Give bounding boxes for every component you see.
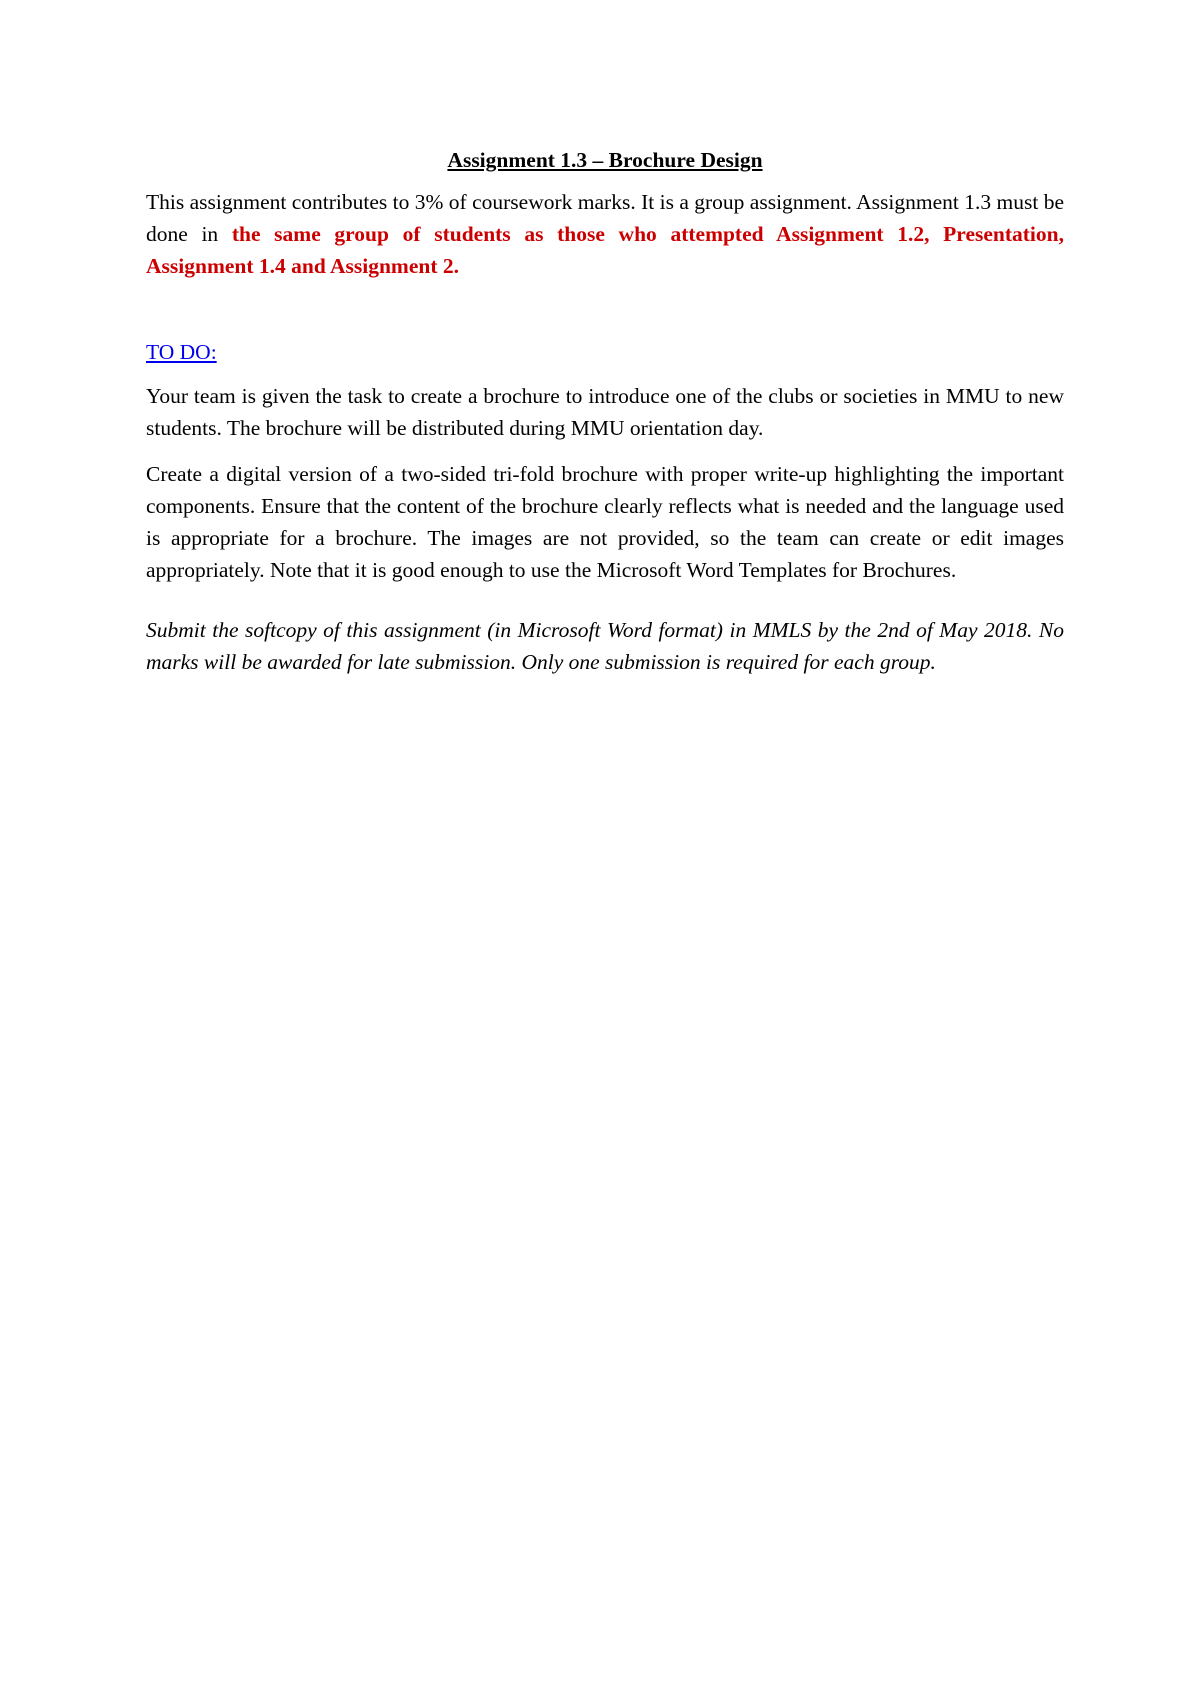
task-paragraph: Your team is given the task to create a brochure to introduce one of the clubs or societies in MMU to new students. The brochure will be distributed during MMU orientation day.	[146, 384, 1064, 440]
document-title: Assignment 1.3 – Brochure Design	[447, 148, 763, 172]
intro-text: This assignment contributes to 3% of coursework marks. It is a group assignment. Assignment 1.3 must be done in	[146, 190, 1064, 246]
submission-note: Submit the softcopy of this assignment (in Microsoft Word format) in MMLS by the 2nd of May 2018. No marks will be awarded for late submission. Only one submission is required for each group.	[146, 618, 1064, 674]
intro-paragraph	[146, 186, 1064, 282]
requirements-paragraph: Create a digital version of a two-sided tri-fold brochure with proper write-up highlighting the important components. Ensure that the content of the brochure clearly reflects what is needed and the language used is appropriate for a brochure. The images are not provided, so the team can create or edit images appropriately. Note that it is good enough to use the Microsoft Word Templates for Brochures.	[146, 462, 1064, 582]
intro-highlight: the same group of students as those who attempted Assignment 1.2, Presentation, Assignment 1.4 and Assignment 2.	[146, 222, 1064, 278]
todo-heading[interactable]: TO DO:	[146, 340, 217, 364]
document-body	[146, 144, 1064, 678]
